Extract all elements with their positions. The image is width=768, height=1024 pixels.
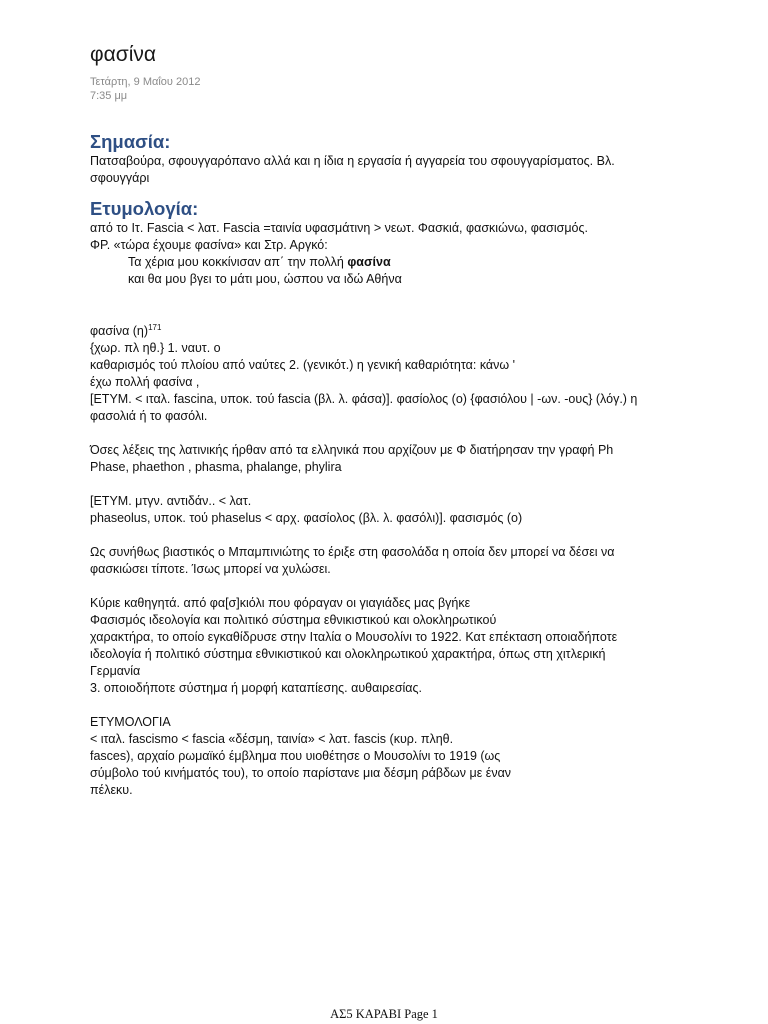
entry-line: {χωρ. πλ ηθ.} 1. ναυτ. ο: [90, 341, 221, 355]
entry-line: έχω πολλή φασίνα ,: [90, 375, 200, 389]
page-title: φασίνα: [90, 43, 157, 66]
etym3-line: πέλεκυ.: [90, 783, 133, 797]
fascism-line: Γερμανία: [90, 664, 141, 678]
verse-line: και θα μου βγει το μάτι μου, ώσπου να ιδώ Αθήνα: [128, 272, 402, 286]
page-footer: ΑΣ5 ΚΑΡΑΒΙ Page 1: [330, 1007, 438, 1021]
fascism-line: Φασισμός ιδεολογία και πολιτικό σύστημα εθνικιστικού και ολοκληρωτικού: [90, 613, 497, 627]
entry-word-text: φασίνα (η): [90, 324, 149, 338]
meaning-line: σφουγγάρι: [90, 171, 150, 185]
etymology-heading: Ετυμολογία:: [90, 198, 199, 219]
etym3-line: fasces), αρχαίο ρωμαϊκό έμβλημα που υιοθέτησε ο Μουσολίνι το 1919 (ως: [90, 749, 501, 763]
etym3-line: < ιταλ. fascismo < fascia «δέσμη, ταινία» < λατ. fascis (κυρ. πληθ.: [90, 732, 454, 746]
document-body: [90, 42, 690, 799]
date-text: Τετάρτη, 9 Μαΐου 2012: [90, 76, 201, 88]
etymology-line: από το Ιτ. Fascia < λατ. Fascia =ταινία υφασμάτινη > νεωτ. Φασκιά, φασκιώνω, φασισμός.: [90, 221, 588, 235]
fascism-line: 3. οποιοδήποτε σύστημα ή μορφή καταπίεσης. αυθαιρεσίας.: [90, 681, 423, 695]
etym3-line: σύμβολο τού κινήματός του), το οποίο παρίστανε μια δέσμη ράβδων με έναν: [90, 766, 512, 780]
entry-line: [ΕΤΥΜ. < ιταλ. fascina, υποκ. τού fascia (βλ. λ. φάσα)]. φασίολος (ο) {φασιόλου | -ων. -ους} (λόγ.) η: [90, 392, 638, 406]
etym2-line: [ΕΤΥΜ. μτγν. αντιδάν.. < λατ.: [90, 494, 252, 508]
entry-line: φασολιά ή το φασόλι.: [90, 409, 208, 423]
entry-line: καθαρισμός τού πλοίου από ναύτες 2. (γενικότ.) η γενική καθαριότητα: κάνω ': [90, 358, 516, 372]
etym2-line: phaseolus, υποκ. τού phaselus < αρχ. φασίολος (βλ. λ. φασόλι)]. φασισμός (ο): [90, 511, 523, 525]
latin-line: Όσες λέξεις της λατινικής ήρθαν από τα ελληνικά που αρχίζουν με Φ διατήρησαν την γραφή Ph: [90, 443, 614, 457]
latin-line: Phase, phaethon , phasma, phalange, phylira: [90, 460, 342, 474]
comment-line: φασκιώσει τίποτε. Ίσως μπορεί να χυλώσει.: [90, 562, 331, 576]
verse-text: Τα χέρια μου κοκκίνισαν απ΄ την πολλή: [128, 255, 348, 269]
entry-word: [90, 323, 690, 340]
etym3-line: ΕΤΥΜΟΛΟΓΙΑ: [90, 715, 171, 729]
verse-bold-word: φασίνα: [347, 255, 391, 269]
entry-superscript: 171: [148, 322, 162, 332]
fascism-line: χαρακτήρα, το οποίο εγκαθίδρυσε στην Ιταλία ο Μουσολίνι το 1922. Κατ επέκταση οποιαδήποτε: [90, 630, 618, 644]
meaning-heading: Σημασία:: [90, 131, 171, 152]
comment-line: Ως συνήθως βιαστικός ο Μπαμπινιώτης το έριξε στη φασολάδα η οποία δεν μπορεί να δέσει να: [90, 545, 615, 559]
fascism-line: ιδεολογία ή πολιτικό σύστημα εθνικιστικού και ολοκληρωτικού χαρακτήρα, όπως στη χιτλερική: [90, 647, 606, 661]
etymology-line: ΦΡ. «τώρα έχουμε φασίνα» και Στρ. Αργκό:: [90, 238, 328, 252]
fascism-line: Κύριε καθηγητά. από φα[σ]κιόλι που φόραγαν οι γιαγιάδες μας βγήκε: [90, 596, 471, 610]
meaning-line: Πατσαβούρα, σφουγγαρόπανο αλλά και η ίδια η εργασία ή αγγαρεία του σφουγγαρίσματος. Βλ.: [90, 154, 615, 168]
verse-line: [90, 254, 690, 271]
time-text: 7:35 μμ: [90, 90, 128, 102]
